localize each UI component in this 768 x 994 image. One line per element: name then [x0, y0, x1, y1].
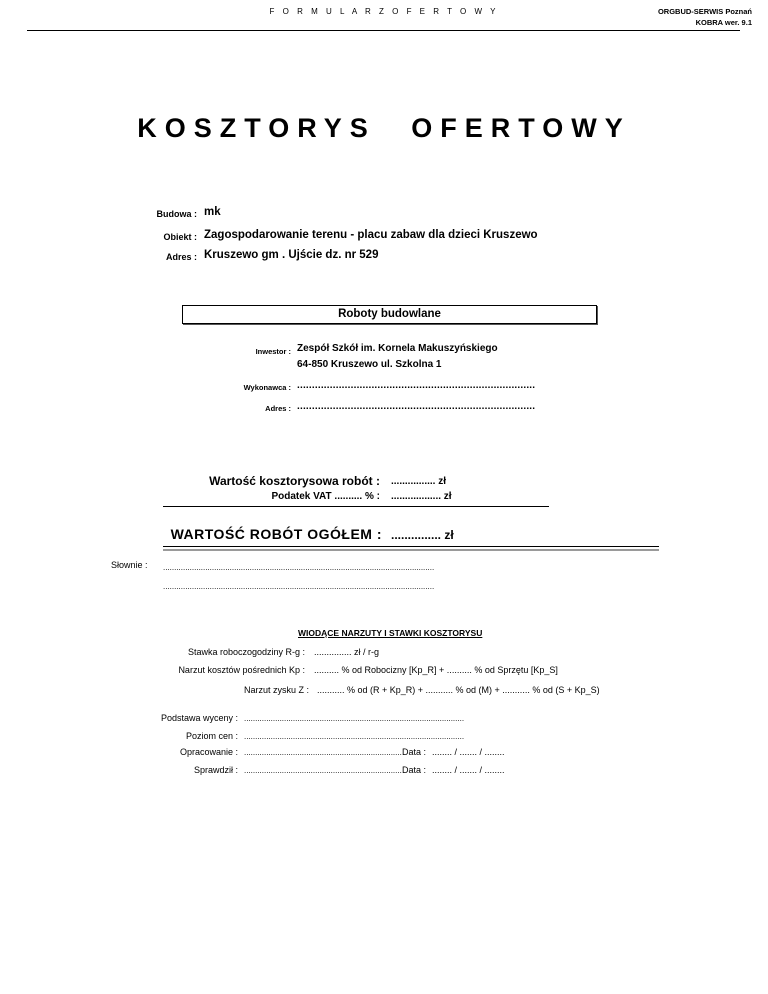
kp-label: Narzut kosztów pośrednich Kp :	[178, 665, 305, 675]
z-value: ........... % od (R + Kp_R) + ........... % od (M) + ........... % od (S + Kp_S)	[317, 685, 600, 695]
wartosc-value: ................ zł	[391, 476, 447, 487]
adres-label: Adres :	[165, 252, 197, 262]
stawka-label: Stawka roboczogodziny R-g :	[187, 647, 305, 657]
slownie-line-2: ..........................................................................................................................	[163, 582, 435, 591]
values-divider	[163, 506, 549, 507]
sprawdzil-data-label: Data :	[402, 765, 427, 775]
vat-value: .................. zł	[391, 491, 452, 502]
obiekt-value: Zagospodarowanie terenu - placu zabaw dla dzieci Kruszewo	[204, 229, 538, 241]
budowa-label: Budowa :	[156, 209, 197, 219]
kp-value: .......... % od Robocizny [Kp_R] + .......... % od Sprzętu [Kp_S]	[314, 665, 558, 675]
opracowanie-data-label: Data :	[402, 747, 427, 757]
opracowanie-value: .......................................................................	[244, 748, 402, 757]
total-label: WARTOŚĆ ROBÓT OGÓŁEM :	[170, 526, 382, 542]
z-label: Narzut zysku Z :	[243, 685, 309, 695]
wykonawca-value: ................................................................................	[297, 380, 536, 391]
section-title-box: Roboty budowlane	[182, 305, 597, 324]
vat-label: Podatek VAT .......... % :	[271, 491, 380, 502]
inwestor-name: Zespół Szkół im. Kornela Makuszyńskiego	[297, 343, 498, 354]
total-double-divider	[163, 546, 659, 551]
inwestor-address: 64-850 Kruszewo ul. Szkolna 1	[297, 359, 442, 370]
adres-value: Kruszewo gm . Ujście dz. nr 529	[204, 249, 379, 261]
document-title: KOSZTORYS OFERTOWY	[137, 113, 631, 143]
wykonawca-adres-value: ................................................................................	[297, 401, 536, 412]
wykonawca-adres-label: Adres :	[265, 404, 291, 413]
inwestor-label: Inwestor :	[255, 347, 291, 356]
wykonawca-label: Wykonawca :	[243, 383, 291, 392]
opracowanie-data-value: ........ / ....... / ........	[432, 747, 505, 757]
wartosc-label: Wartość kosztorysowa robót :	[209, 474, 380, 488]
obiekt-label: Obiekt :	[163, 232, 197, 242]
total-value: ............... zł	[391, 528, 454, 542]
stawka-value: ............... zł / r-g	[314, 647, 380, 657]
sprawdzil-data-value: ........ / ....... / ........	[432, 765, 505, 775]
slownie-label: Słownie :	[111, 560, 148, 570]
vendor-name: ORGBUD-SERWIS Poznań	[657, 7, 752, 16]
podstawa-label: Podstawa wyceny :	[160, 713, 238, 723]
opracowanie-label: Opracowanie :	[179, 747, 238, 757]
vendor-version: KOBRA wer. 9.1	[695, 18, 752, 27]
sprawdzil-value: .......................................................................	[244, 766, 402, 775]
header-divider	[27, 30, 740, 31]
sprawdzil-label: Sprawdził :	[193, 765, 238, 775]
form-header-title: F O R M U L A R Z O F E R T O W Y	[269, 7, 499, 16]
budowa-value: mk	[204, 206, 221, 218]
poziom-label: Poziom cen :	[185, 731, 238, 741]
rates-title: WIODĄCE NARZUTY I STAWKI KOSZTORYSU	[298, 628, 483, 638]
slownie-line-1: ..........................................................................................................................	[163, 563, 435, 572]
poziom-value: ...................................................................................................	[244, 732, 465, 741]
podstawa-value: ...................................................................................................	[244, 714, 465, 723]
